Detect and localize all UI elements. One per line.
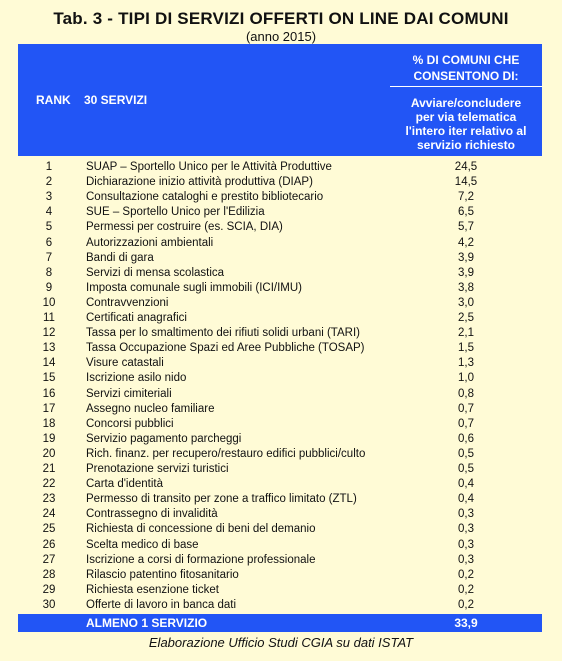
service-cell: Carta d'identità: [86, 478, 163, 491]
service-cell: Bandi di gara: [86, 251, 154, 264]
service-cell: Permesso di transito per zone a traffico limitato (ZTL): [86, 493, 357, 506]
rank-cell: 10: [42, 296, 56, 309]
service-cell: Rilascio patentino fitosanitario: [86, 568, 239, 581]
service-cell: Imposta comunale sugli immobili (ICI/IMU): [86, 281, 303, 294]
percent-cell: 0,7: [458, 417, 474, 430]
percent-cell: 0,3: [458, 538, 474, 551]
service-cell: Certificati anagrafici: [86, 312, 187, 324]
table-row: [18, 311, 542, 326]
service-cell: Servizi di mensa scolastica: [86, 266, 225, 279]
table-row: [18, 522, 542, 537]
percent-cell: 0,5: [458, 463, 474, 475]
total-label: ALMENO 1 SERVIZIO: [86, 616, 208, 630]
rank-cell: 12: [42, 327, 56, 340]
percent-cell: 0,2: [458, 583, 474, 596]
table-row: [18, 296, 542, 311]
table-row: [18, 251, 542, 266]
service-cell: Tassa Occupazione Spazi ed Aree Pubbliche (TOSAP): [86, 342, 365, 355]
rank-cell: 16: [42, 387, 56, 400]
rank-cell: 2: [45, 176, 53, 189]
table-row: [18, 205, 542, 220]
service-cell: Richiesta di concessione di beni del demanio: [86, 523, 316, 536]
service-cell: Concorsi pubblici: [86, 417, 174, 430]
table-row: [18, 387, 542, 402]
percent-cell: 0,3: [458, 508, 474, 521]
rank-cell: 15: [42, 372, 56, 385]
table-row: [18, 160, 542, 175]
table-row: [18, 402, 542, 417]
percent-cell: 0,2: [458, 598, 474, 611]
subheader-line: Avviare/concludere: [410, 96, 522, 110]
table-row: [18, 538, 542, 553]
percent-cell: 2,1: [458, 327, 474, 340]
service-cell: Offerte di lavoro in banca dati: [86, 598, 237, 611]
percent-cell: 2,5: [458, 312, 474, 324]
table-row: [18, 190, 542, 205]
rank-cell: 23: [42, 493, 56, 506]
table-row: [18, 598, 542, 613]
rank-cell: 22: [42, 478, 56, 491]
percent-cell: 3,9: [458, 251, 474, 264]
percent-header-line: % DI COMUNI CHE: [412, 53, 520, 67]
rank-cell: 21: [42, 463, 56, 475]
percent-cell: 1,0: [458, 372, 474, 385]
table-subtitle: (anno 2015): [245, 29, 317, 44]
rank-cell: 20: [42, 447, 56, 460]
table-row: [18, 507, 542, 522]
service-cell: Iscrizione asilo nido: [86, 372, 187, 385]
table-row: [18, 326, 542, 341]
services-column-header: 30 SERVIZI: [84, 93, 148, 107]
service-cell: SUE – Sportello Unico per l'Edilizia: [86, 206, 265, 219]
service-cell: Iscrizione a corsi di formazione professionale: [86, 553, 316, 566]
service-cell: Contravvenzioni: [86, 296, 169, 309]
percent-cell: 6,5: [458, 206, 474, 219]
table-row: [18, 175, 542, 190]
rank-cell: 5: [45, 221, 53, 234]
table-row: [18, 220, 542, 235]
percent-cell: 7,2: [458, 191, 474, 204]
table-row: [18, 447, 542, 462]
rank-cell: 27: [42, 553, 56, 566]
percent-cell: 3,9: [458, 266, 474, 279]
table-row: [18, 477, 542, 492]
table-row: [18, 281, 542, 296]
service-cell: Tassa per lo smaltimento dei rifiuti solidi urbani (TARI): [86, 327, 360, 340]
rank-cell: 17: [42, 402, 56, 415]
service-cell: Prenotazione servizi turistici: [86, 463, 229, 475]
table-row: [18, 462, 542, 477]
percent-cell: 1,3: [458, 357, 474, 370]
table-row: [18, 417, 542, 432]
rank-cell: 28: [42, 568, 56, 581]
table-row: [18, 356, 542, 371]
table-row: [18, 432, 542, 447]
subheader-line: per via telematica: [415, 110, 517, 124]
rank-cell: 25: [42, 523, 56, 536]
rank-cell: 8: [45, 266, 53, 279]
source-note: Elaborazione Ufficio Studi CGIA su dati ISTAT: [148, 635, 414, 650]
percent-cell: 4,2: [458, 236, 474, 249]
rank-cell: 29: [42, 583, 56, 596]
service-cell: Rich. finanz. per recupero/restauro edifici pubblici/culto: [86, 447, 366, 460]
subheader-line: servizio richiesto: [416, 138, 516, 152]
total-value: 33,9: [454, 616, 478, 630]
rank-cell: 18: [42, 417, 56, 430]
service-cell: Servizio pagamento parcheggi: [86, 432, 242, 445]
rank-cell: 13: [42, 342, 56, 355]
percent-cell: 0,4: [458, 493, 474, 506]
percent-cell: 3,8: [458, 281, 474, 294]
rank-cell: 9: [45, 281, 53, 294]
percent-cell: 0,4: [458, 478, 474, 491]
rank-cell: 4: [45, 206, 53, 219]
rank-cell: 24: [42, 508, 56, 521]
percent-cell: 24,5: [454, 161, 478, 173]
service-cell: Servizi cimiteriali: [86, 387, 172, 400]
subheader-line: l'intero iter relativo al: [405, 124, 527, 138]
percent-cell: 1,5: [458, 342, 474, 355]
table-row: [18, 553, 542, 568]
percent-cell: 0,7: [458, 402, 474, 415]
total-row: [18, 614, 542, 632]
service-cell: Autorizzazioni ambientali: [86, 236, 214, 249]
table-row: [18, 583, 542, 598]
table-row: [18, 492, 542, 507]
percent-cell: 0,5: [458, 447, 474, 460]
rank-cell: 11: [43, 312, 55, 324]
percent-cell: 3,0: [458, 296, 474, 309]
table-row: [18, 236, 542, 251]
percent-cell: 0,6: [458, 432, 474, 445]
rank-column-header: RANK: [36, 93, 71, 107]
rank-cell: 7: [45, 251, 53, 264]
percent-column-header: [390, 52, 542, 84]
service-cell: Richiesta esenzione ticket: [86, 583, 219, 596]
header-divider: [390, 86, 542, 87]
table-title: Tab. 3 - TIPI DI SERVIZI OFFERTI ON LINE DAI COMUNI: [53, 9, 509, 28]
percent-cell: 0,2: [458, 568, 474, 581]
service-cell: Scelta medico di base: [86, 538, 199, 551]
service-cell: Assegno nucleo familiare: [86, 402, 215, 415]
rank-cell: 3: [45, 191, 53, 204]
percent-header-line: CONSENTONO DI:: [413, 69, 519, 83]
percent-cell: 0,8: [458, 387, 474, 400]
percent-cell: 0,3: [458, 553, 474, 566]
table-row: [18, 371, 542, 386]
table-row: [18, 266, 542, 281]
service-cell: Permessi per costruire (es. SCIA, DIA): [86, 221, 283, 234]
rank-cell: 1: [45, 161, 53, 173]
percent-cell: 14,5: [454, 176, 478, 189]
service-cell: Consultazione cataloghi e prestito bibliotecario: [86, 191, 324, 204]
table-row: [18, 568, 542, 583]
rank-cell: 19: [42, 432, 56, 445]
service-cell: SUAP – Sportello Unico per le Attività Produttive: [86, 161, 332, 173]
percent-cell: 0,3: [458, 523, 474, 536]
service-cell: Visure catastali: [86, 357, 164, 370]
rank-cell: 26: [42, 538, 56, 551]
service-cell: Contrassegno di invalidità: [86, 508, 218, 521]
table-header: [18, 44, 542, 156]
rank-cell: 14: [42, 357, 56, 370]
percent-subheader: [390, 96, 542, 152]
service-cell: Dichiarazione inizio attività produttiva (DIAP): [86, 176, 313, 189]
table-row: [18, 341, 542, 356]
percent-cell: 5,7: [458, 221, 474, 234]
rank-cell: 30: [42, 598, 56, 611]
rank-cell: 6: [45, 236, 53, 249]
